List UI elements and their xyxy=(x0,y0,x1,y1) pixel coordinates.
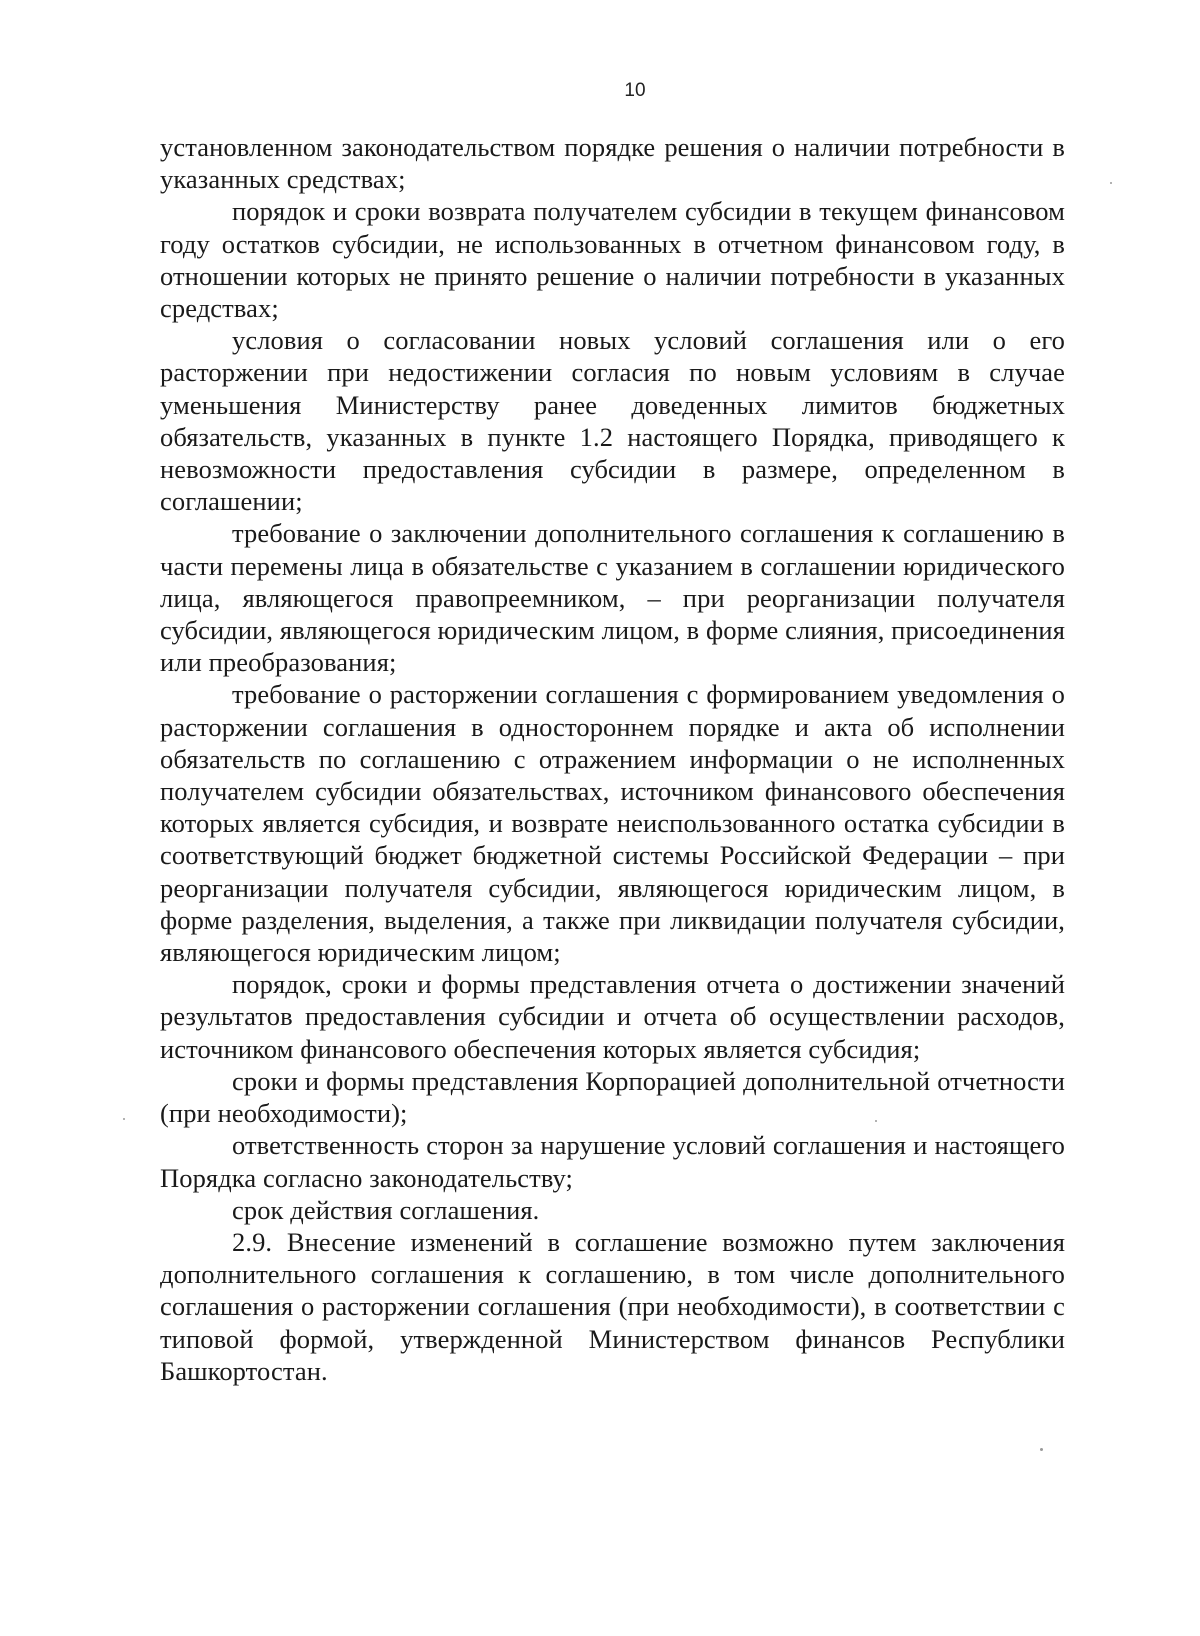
page-number: 10 xyxy=(624,80,646,101)
scan-speck xyxy=(1040,1448,1043,1451)
paragraph-validity: срок действия соглашения. xyxy=(232,1194,540,1225)
paragraph-additional-agreement: требование о заключении дополнительного соглашения к соглашению в части перемены лица в обязательстве с указанием в соглашении юридического лица, являющегося правопреемником, – при реорганизации получателя субсидии, являющегося юридическим лицом, в форме слияния, присоединения или преобразования; xyxy=(160,518,1065,678)
scan-speck xyxy=(875,1120,877,1122)
paragraph-termination: требование о расторжении соглашения с формированием уведомления о расторжении соглашения в одностороннем порядке и акта об исполнении обязательств по соглашению с отражением информации о не исполненных получателем субсидии обязательствах, источником финансового обеспечения которых является субсидия, и возврате неиспользованного остатка субсидии в соответствующий бюджет бюджетной системы Российской Федерации – при реорганизации получателя субсидии, являющегося юридическим лицом, в форме разделения, выделения, а также при ликвидации получателя субсидии, являющегося юридическим лицом; xyxy=(160,679,1065,968)
paragraph-return-procedure: порядок и сроки возврата получателем субсидии в текущем финансовом году остатков субсидии, не использованных в отчетном финансовом году, в отношении которых не принято решение о наличии потребности в указанных средствах; xyxy=(160,196,1065,324)
scan-speck xyxy=(123,1118,125,1120)
paragraph-continuation: установленном законодательством порядке решения о наличии потребности в указанных средствах; xyxy=(160,132,1065,195)
paragraph-reporting: порядок, сроки и формы представления отчета о достижении значений результатов предоставления субсидии и отчета об осуществлении расходов, источником финансового обеспечения которых является субсидия; xyxy=(160,969,1065,1064)
paragraph-new-conditions: условия о согласовании новых условий соглашения или о его расторжении при недостижении согласия по новым условиям в случае уменьшения Министерству ранее доведенных лимитов бюджетных обязательств, указанных в пункте 1.2 настоящего Порядка, приводящего к невозможности предоставления субсидии в размере, определенном в соглашении; xyxy=(160,325,1065,517)
paragraph-additional-reporting: сроки и формы представления Корпорацией дополнительной отчетности (при необходимости); xyxy=(160,1065,1065,1129)
document-body xyxy=(160,131,1065,1387)
paragraph-2-9: 2.9. Внесение изменений в соглашение возможно путем заключения дополнительного соглашения к соглашению, в том числе дополнительного соглашения о расторжении соглашения (при необходимости), в соответствии с типовой формой, утвержденной Министерством финансов Республики Башкортостан. xyxy=(160,1226,1065,1386)
scan-speck xyxy=(1110,182,1112,184)
paragraph-liability: ответственность сторон за нарушение условий соглашения и настоящего Порядка согласно законодательству; xyxy=(160,1130,1065,1193)
